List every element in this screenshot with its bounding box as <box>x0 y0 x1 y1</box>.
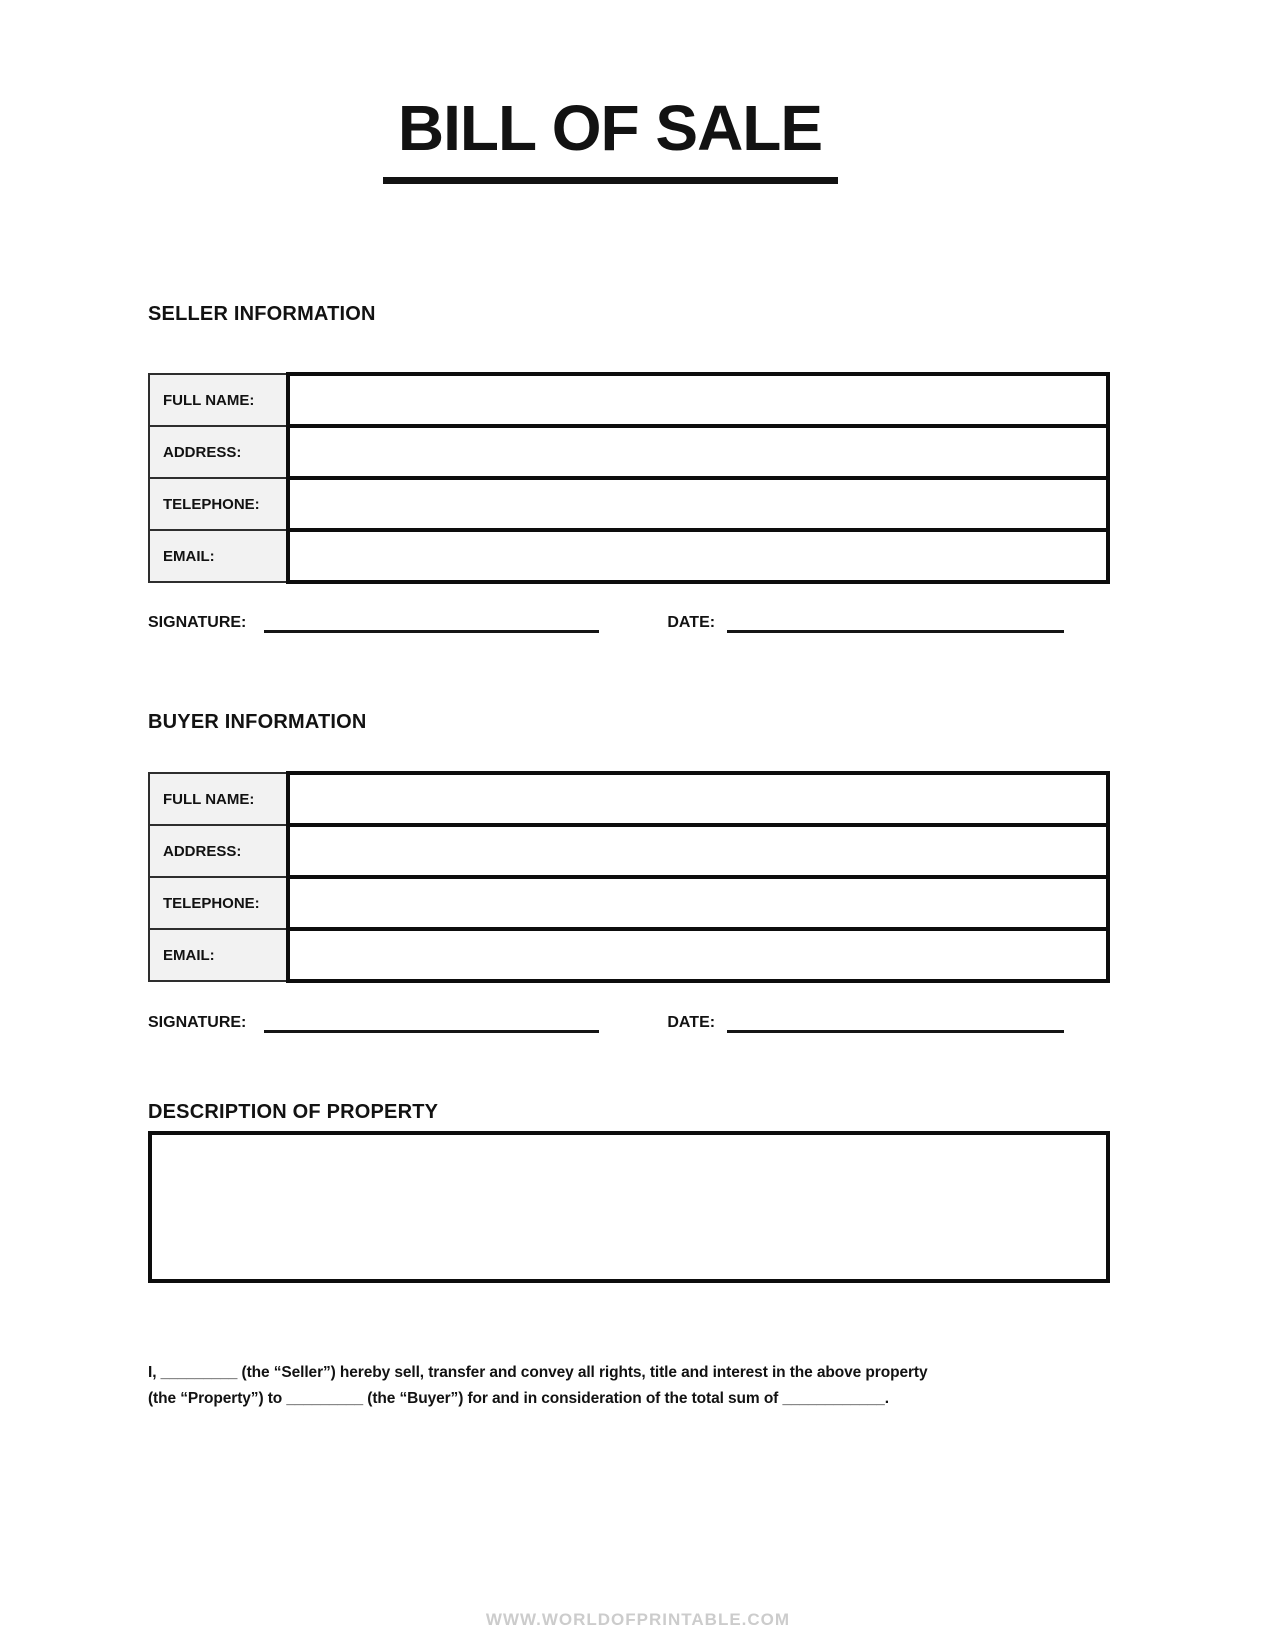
seller-email-field[interactable] <box>288 530 1108 582</box>
buyer-signature-line[interactable] <box>264 1012 599 1033</box>
seller-date-label: DATE: <box>667 614 716 631</box>
buyer-signature-row <box>148 1012 1110 1033</box>
buyer-telephone-label: TELEPHONE: <box>149 877 288 929</box>
buyer-telephone-field[interactable] <box>288 877 1108 929</box>
seller-section-heading: SELLER INFORMATION <box>148 303 376 325</box>
buyer-date-label: DATE: <box>667 1014 716 1031</box>
buyer-full-name-field[interactable] <box>288 773 1108 825</box>
seller-email-label: EMAIL: <box>149 530 288 582</box>
seller-signature-line[interactable] <box>264 612 599 633</box>
table-row <box>149 773 1108 825</box>
table-row <box>149 877 1108 929</box>
buyer-date-line[interactable] <box>727 1012 1064 1033</box>
statement-line-2: (the “Property”) to _________ (the “Buyer”) for and in consideration of the total sum of ____________. <box>148 1390 889 1407</box>
sale-statement <box>148 1360 1148 1412</box>
seller-address-label: ADDRESS: <box>149 426 288 478</box>
table-row <box>149 929 1108 981</box>
buyer-info-table <box>148 771 1110 983</box>
table-row <box>149 825 1108 877</box>
buyer-section-heading: BUYER INFORMATION <box>148 711 367 733</box>
seller-address-field[interactable] <box>288 426 1108 478</box>
seller-date-line[interactable] <box>727 612 1064 633</box>
statement-line-1: I, _________ (the “Seller”) hereby sell, transfer and convey all rights, title and interest in the above property <box>148 1364 928 1381</box>
seller-info-table <box>148 372 1110 584</box>
seller-signature-row <box>148 612 1110 633</box>
table-row <box>149 478 1108 530</box>
seller-telephone-field[interactable] <box>288 478 1108 530</box>
table-row <box>149 426 1108 478</box>
buyer-email-field[interactable] <box>288 929 1108 981</box>
seller-telephone-label: TELEPHONE: <box>149 478 288 530</box>
buyer-address-label: ADDRESS: <box>149 825 288 877</box>
buyer-full-name-label: FULL NAME: <box>149 773 288 825</box>
table-row <box>149 374 1108 426</box>
title-underline <box>383 177 838 184</box>
buyer-address-field[interactable] <box>288 825 1108 877</box>
buyer-email-label: EMAIL: <box>149 929 288 981</box>
buyer-signature-label: SIGNATURE: <box>148 1014 247 1031</box>
page-title: BILL OF SALE <box>397 92 823 164</box>
footer-website-text: WWW.WORLDOFPRINTABLE.COM <box>485 1610 791 1629</box>
title-block <box>0 92 1248 184</box>
table-row <box>149 530 1108 582</box>
property-section-heading: DESCRIPTION OF PROPERTY <box>148 1101 439 1123</box>
seller-full-name-field[interactable] <box>288 374 1108 426</box>
seller-signature-label: SIGNATURE: <box>148 614 247 631</box>
property-description-box[interactable] <box>148 1131 1110 1283</box>
seller-full-name-label: FULL NAME: <box>149 374 288 426</box>
